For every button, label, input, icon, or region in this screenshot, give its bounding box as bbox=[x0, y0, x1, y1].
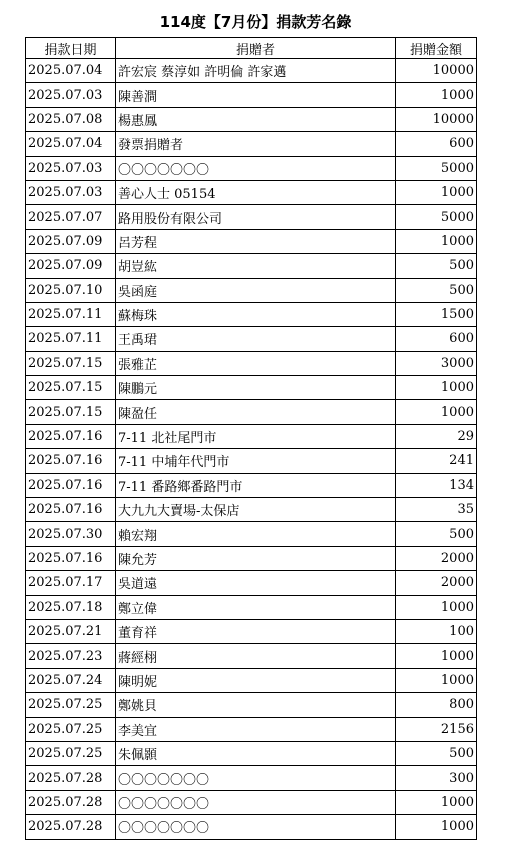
table-row bbox=[26, 790, 477, 814]
cell-donor: 賴宏翔 bbox=[116, 522, 396, 546]
table-row bbox=[26, 741, 477, 765]
cell-date: 2025.07.25 bbox=[26, 741, 116, 765]
cell-date: 2025.07.16 bbox=[26, 546, 116, 570]
cell-amount: 241 bbox=[396, 449, 477, 473]
donation-table bbox=[25, 37, 477, 840]
cell-amount: 1000 bbox=[396, 180, 477, 204]
cell-donor: 吳函庭 bbox=[116, 278, 396, 302]
table-row bbox=[26, 717, 477, 741]
cell-donor: 張雅芷 bbox=[116, 351, 396, 375]
cell-amount: 29 bbox=[396, 424, 477, 448]
cell-date: 2025.07.04 bbox=[26, 132, 116, 156]
cell-date: 2025.07.17 bbox=[26, 571, 116, 595]
cell-amount: 1000 bbox=[396, 229, 477, 253]
table-row bbox=[26, 132, 477, 156]
cell-donor: 7-11 北社尾門市 bbox=[116, 424, 396, 448]
cell-amount: 5000 bbox=[396, 205, 477, 229]
cell-donor: 發票捐贈者 bbox=[116, 132, 396, 156]
cell-donor: 王禹珺 bbox=[116, 327, 396, 351]
cell-donor: 〇〇〇〇〇〇〇 bbox=[116, 766, 396, 790]
cell-date: 2025.07.25 bbox=[26, 693, 116, 717]
cell-donor: 〇〇〇〇〇〇〇 bbox=[116, 815, 396, 839]
cell-donor: 鄭姚貝 bbox=[116, 693, 396, 717]
table-row bbox=[26, 473, 477, 497]
table-row bbox=[26, 83, 477, 107]
cell-donor: 〇〇〇〇〇〇〇 bbox=[116, 790, 396, 814]
cell-amount: 600 bbox=[396, 327, 477, 351]
cell-date: 2025.07.07 bbox=[26, 205, 116, 229]
cell-amount: 600 bbox=[396, 132, 477, 156]
cell-amount: 2156 bbox=[396, 717, 477, 741]
cell-date: 2025.07.16 bbox=[26, 424, 116, 448]
cell-donor: 陳鵬元 bbox=[116, 376, 396, 400]
cell-amount: 1000 bbox=[396, 400, 477, 424]
cell-date: 2025.07.23 bbox=[26, 644, 116, 668]
cell-amount: 1000 bbox=[396, 376, 477, 400]
cell-date: 2025.07.25 bbox=[26, 717, 116, 741]
cell-donor: 鄭立偉 bbox=[116, 595, 396, 619]
table-row bbox=[26, 449, 477, 473]
cell-date: 2025.07.28 bbox=[26, 790, 116, 814]
table-row bbox=[26, 327, 477, 351]
table-row bbox=[26, 205, 477, 229]
table-row bbox=[26, 815, 477, 839]
table-row bbox=[26, 644, 477, 668]
cell-amount: 1000 bbox=[396, 83, 477, 107]
page-title: 114度【7月份】捐款芳名錄 bbox=[159, 13, 352, 31]
cell-amount: 1000 bbox=[396, 644, 477, 668]
table-row bbox=[26, 668, 477, 692]
cell-donor: 呂芳程 bbox=[116, 229, 396, 253]
cell-date: 2025.07.30 bbox=[26, 522, 116, 546]
table-row bbox=[26, 619, 477, 643]
cell-donor: 陳允芳 bbox=[116, 546, 396, 570]
cell-donor: 7-11 番路鄉番路門市 bbox=[116, 473, 396, 497]
cell-amount: 500 bbox=[396, 522, 477, 546]
table-row bbox=[26, 693, 477, 717]
cell-date: 2025.07.28 bbox=[26, 815, 116, 839]
table-row bbox=[26, 424, 477, 448]
cell-amount: 500 bbox=[396, 278, 477, 302]
cell-amount: 1000 bbox=[396, 815, 477, 839]
table-row bbox=[26, 59, 477, 83]
cell-amount: 1000 bbox=[396, 790, 477, 814]
cell-amount: 1500 bbox=[396, 302, 477, 326]
cell-donor: 善心人士 05154 bbox=[116, 180, 396, 204]
cell-donor: 〇〇〇〇〇〇〇 bbox=[116, 156, 396, 180]
cell-amount: 35 bbox=[396, 498, 477, 522]
cell-date: 2025.07.09 bbox=[26, 254, 116, 278]
cell-donor: 董育祥 bbox=[116, 619, 396, 643]
table-row bbox=[26, 156, 477, 180]
cell-date: 2025.07.11 bbox=[26, 302, 116, 326]
table-row bbox=[26, 107, 477, 131]
cell-date: 2025.07.03 bbox=[26, 156, 116, 180]
header-amount: 捐贈金額 bbox=[396, 38, 477, 59]
cell-date: 2025.07.21 bbox=[26, 619, 116, 643]
table-row bbox=[26, 278, 477, 302]
cell-donor: 大九九大賣場-太保店 bbox=[116, 498, 396, 522]
table-body bbox=[26, 59, 477, 840]
cell-donor: 許宏宸 蔡淳如 許明倫 許家邁 bbox=[116, 59, 396, 83]
cell-donor: 7-11 中埔年代門市 bbox=[116, 449, 396, 473]
table-header-row bbox=[26, 38, 477, 59]
cell-date: 2025.07.28 bbox=[26, 766, 116, 790]
cell-donor: 胡豈紘 bbox=[116, 254, 396, 278]
table-row bbox=[26, 498, 477, 522]
cell-donor: 楊惠鳳 bbox=[116, 107, 396, 131]
cell-date: 2025.07.03 bbox=[26, 180, 116, 204]
table-row bbox=[26, 302, 477, 326]
cell-amount: 2000 bbox=[396, 571, 477, 595]
cell-amount: 100 bbox=[396, 619, 477, 643]
cell-donor: 朱佩顥 bbox=[116, 741, 396, 765]
cell-date: 2025.07.09 bbox=[26, 229, 116, 253]
table-row bbox=[26, 254, 477, 278]
cell-amount: 500 bbox=[396, 254, 477, 278]
cell-date: 2025.07.24 bbox=[26, 668, 116, 692]
cell-amount: 300 bbox=[396, 766, 477, 790]
cell-date: 2025.07.11 bbox=[26, 327, 116, 351]
cell-date: 2025.07.18 bbox=[26, 595, 116, 619]
cell-date: 2025.07.08 bbox=[26, 107, 116, 131]
table-row bbox=[26, 546, 477, 570]
cell-amount: 134 bbox=[396, 473, 477, 497]
header-donor: 捐贈者 bbox=[116, 38, 396, 59]
cell-amount: 1000 bbox=[396, 668, 477, 692]
table-row bbox=[26, 351, 477, 375]
cell-donor: 陳善澗 bbox=[116, 83, 396, 107]
cell-amount: 10000 bbox=[396, 107, 477, 131]
table-row bbox=[26, 400, 477, 424]
table-row bbox=[26, 522, 477, 546]
cell-donor: 陳明妮 bbox=[116, 668, 396, 692]
cell-amount: 2000 bbox=[396, 546, 477, 570]
table-row bbox=[26, 571, 477, 595]
cell-donor: 路用股份有限公司 bbox=[116, 205, 396, 229]
table-row bbox=[26, 376, 477, 400]
cell-date: 2025.07.15 bbox=[26, 376, 116, 400]
cell-amount: 5000 bbox=[396, 156, 477, 180]
cell-date: 2025.07.15 bbox=[26, 351, 116, 375]
cell-date: 2025.07.15 bbox=[26, 400, 116, 424]
cell-donor: 李美宜 bbox=[116, 717, 396, 741]
cell-date: 2025.07.04 bbox=[26, 59, 116, 83]
cell-date: 2025.07.03 bbox=[26, 83, 116, 107]
cell-amount: 800 bbox=[396, 693, 477, 717]
cell-date: 2025.07.16 bbox=[26, 473, 116, 497]
cell-donor: 蔣經栩 bbox=[116, 644, 396, 668]
header-date: 捐款日期 bbox=[26, 38, 116, 59]
cell-amount: 500 bbox=[396, 741, 477, 765]
table-row bbox=[26, 595, 477, 619]
cell-date: 2025.07.16 bbox=[26, 498, 116, 522]
table-row bbox=[26, 180, 477, 204]
cell-donor: 陳盈任 bbox=[116, 400, 396, 424]
table-row bbox=[26, 229, 477, 253]
cell-date: 2025.07.16 bbox=[26, 449, 116, 473]
cell-amount: 10000 bbox=[396, 59, 477, 83]
cell-donor: 蘇梅珠 bbox=[116, 302, 396, 326]
cell-amount: 3000 bbox=[396, 351, 477, 375]
cell-donor: 吳道遠 bbox=[116, 571, 396, 595]
cell-amount: 1000 bbox=[396, 595, 477, 619]
table-row bbox=[26, 766, 477, 790]
cell-date: 2025.07.10 bbox=[26, 278, 116, 302]
